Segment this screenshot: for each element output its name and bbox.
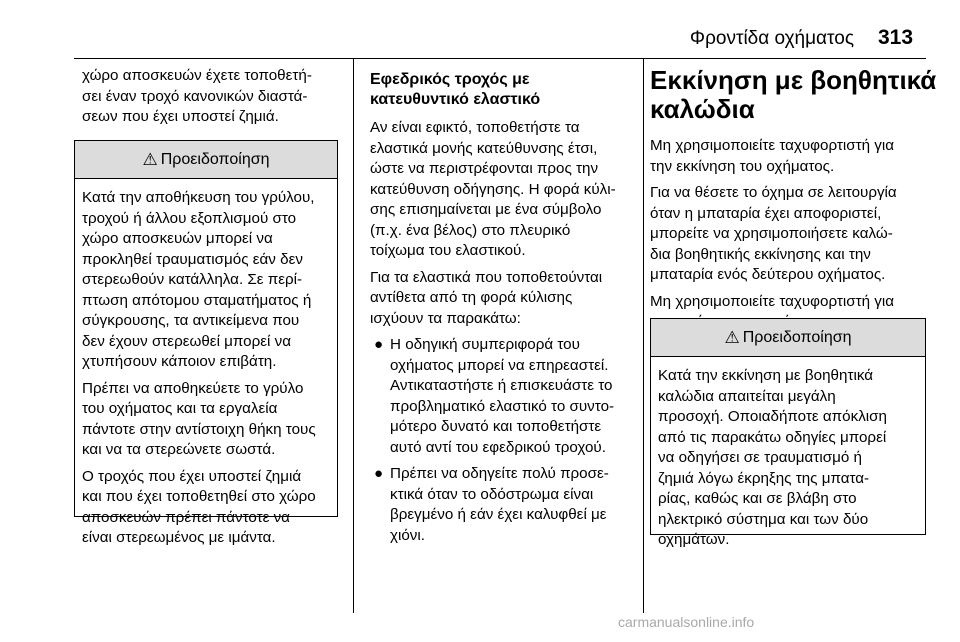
text-line: Μη χρησιμοποιείτε ταχυφορτιστή για	[650, 292, 895, 310]
text-line: Κατά την αποθήκευση του γρύλου,	[82, 189, 315, 206]
text-line: Για τα ελαστικά που τοποθετούνται	[370, 268, 603, 286]
text-line: πάντοτε στην αντίστοιχη θήκη τους	[82, 420, 316, 438]
text-line: είναι στερεωμένος με ιμάντα.	[82, 529, 276, 546]
text-line: και να τα στερεώνετε σωστά.	[82, 441, 276, 458]
warning-triangle-icon: ⚠	[724, 327, 740, 347]
text-line: δεν έχουν στερεωθεί μπορεί να	[82, 332, 291, 350]
text-line: την εκκίνηση του οχήματος.	[650, 157, 835, 175]
paragraph	[370, 118, 636, 262]
text-line: προσοχή. Οποιαδήποτε απόκλιση	[658, 408, 887, 425]
text-line: χώρο αποσκευών μπορεί να	[82, 230, 273, 247]
bullet-item	[370, 464, 636, 546]
bullet-dot-icon: ●	[374, 336, 384, 353]
warning-body	[651, 357, 925, 551]
text-line: χιόνι.	[390, 526, 425, 544]
text-line: προκληθεί τραυματισμός εάν δεν	[82, 250, 303, 268]
text-line: τροχού ή άλλου εξοπλισμού στο	[82, 209, 297, 227]
text-line: ρίας, καθώς και σε βλάβη στο	[658, 490, 857, 507]
paragraph	[370, 268, 636, 330]
col2-paragraphs	[370, 118, 636, 329]
text-line: Εφεδρικός τροχός με	[370, 71, 530, 88]
running-header-title: Φροντίδα οχήματος	[689, 28, 854, 49]
warning-header	[75, 141, 337, 179]
text-line: χώρο αποσκευών έχετε τοποθετή-	[82, 67, 312, 84]
text-line: Αν είναι εφικτό, τοποθετήστε τα	[370, 119, 580, 136]
column-divider-1	[353, 58, 354, 613]
text-line: του οχήματος και τα εργαλεία	[82, 400, 278, 417]
column-2	[370, 70, 636, 552]
text-line: ηλεκτρικό σύστημα και των δύο	[658, 510, 869, 528]
column-1	[82, 66, 346, 134]
paragraph	[658, 366, 919, 551]
text-line: αυτό αντί του εφεδρικού τροχού.	[390, 438, 606, 456]
paragraph	[650, 183, 926, 286]
text-line: Πρέπει να οδηγείτε πολύ προσε-	[390, 465, 609, 482]
text-line: όταν η μπαταρία έχει αποφοριστεί,	[650, 204, 882, 222]
text-line: κατεύθυνση οδήγησης. Η φορά κύλι-	[370, 180, 616, 198]
text-line: στερεωθούν κατάλληλα. Σε περί-	[82, 271, 303, 288]
watermark: carmanualsonline.info	[618, 614, 755, 630]
text-line: και που έχει τοποθετηθεί στο χώρο	[82, 488, 316, 505]
text-line: μότερο δυνατό και τοποθετήστε	[390, 418, 602, 435]
text-line: Για να θέσετε το όχημα σε λειτουργία	[650, 184, 897, 201]
text-line: Αντικαταστήστε ή επισκευάστε το	[390, 377, 613, 394]
warning-box-storage	[74, 140, 338, 546]
bullet-item	[370, 335, 636, 458]
col1-intro	[82, 66, 346, 128]
column-divider-2	[643, 58, 644, 613]
text-line: Μη χρησιμοποιείτε ταχυφορτιστή για	[650, 137, 895, 154]
warning-label: Προειδοποίηση	[160, 150, 270, 168]
text-line: αποσκευών πρέπει πάντοτε να	[82, 508, 290, 526]
warning-header	[651, 319, 925, 357]
text-line: ώστε να περιστρέφονται προς την	[370, 160, 599, 177]
text-line: σει έναν τροχό κανονικών διαστά-	[82, 87, 308, 105]
paragraph	[82, 188, 331, 373]
col2-bullet-list	[370, 335, 636, 546]
text-line: καλώδια	[650, 94, 755, 124]
warning-triangle-icon: ⚠	[142, 149, 158, 169]
column-3	[650, 65, 937, 339]
warning-body	[75, 179, 337, 549]
text-line: ζημιά λόγω έκρηξης της μπατα-	[658, 469, 870, 487]
text-line: πτωση απότομου σταματήματος ή	[82, 291, 312, 309]
text-line: σεων που έχει υποστεί ζημιά.	[82, 108, 279, 125]
text-line: σύγκρουσης, τα αντικείμενα που	[82, 312, 300, 329]
text-line: κτικά όταν το οδόστρωμα είναι	[390, 485, 594, 503]
paragraph	[82, 467, 331, 549]
paragraph	[650, 136, 926, 177]
text-line: Εκκίνηση με βοηθητικά	[650, 65, 937, 95]
col3-paragraphs	[650, 136, 926, 333]
text-line: από τις παρακάτω οδηγίες μπορεί	[658, 428, 887, 446]
text-line: χτυπήσουν κάποιον επιβάτη.	[82, 353, 277, 370]
text-line: αντίθετα από τη φορά κύλισης	[370, 289, 573, 306]
text-line: προβληματικό ελαστικό το συντο-	[390, 397, 615, 415]
jump-start-heading	[650, 65, 937, 124]
text-line: καλώδια απαιτείται μεγάλη	[658, 387, 836, 405]
header-rule	[74, 58, 926, 59]
warning-label: Προειδοποίηση	[742, 328, 852, 346]
text-line: μπαταρία ενός δεύτερου οχήματος.	[650, 266, 886, 283]
text-line: να οδηγήσει σε τραυματισμό ή	[658, 449, 862, 466]
text-line: Πρέπει να αποθηκεύετε το γρύλο	[82, 379, 304, 397]
text-line: ελαστικά μονής κατεύθυνσης έτσι,	[370, 139, 598, 157]
text-line: τοίχωμα του ελαστικού.	[370, 242, 526, 259]
spare-wheel-heading	[370, 70, 636, 110]
text-line: μπορείτε να χρησιμοποιήσετε καλώ-	[650, 225, 893, 242]
text-line: οχήματος μπορεί να επηρεαστεί.	[390, 356, 609, 374]
text-line: βρεγμένο ή εάν έχει καλυφθεί με	[390, 506, 607, 523]
text-line: (π.χ. ένα βέλος) στο πλευρικό	[370, 221, 571, 239]
text-line: Ο τροχός που έχει υποστεί ζημιά	[82, 467, 302, 485]
text-line: ισχύουν τα παρακάτω:	[370, 309, 521, 327]
text-line: οχημάτων.	[658, 531, 730, 548]
page-number: 313	[878, 26, 914, 49]
text-line: κατευθυντικό ελαστικό	[370, 91, 541, 108]
text-line: δια βοηθητικής εκκίνησης και την	[650, 245, 871, 263]
text-line: Η οδηγική συμπεριφορά του	[390, 336, 580, 353]
text-line: Κατά την εκκίνηση με βοηθητικά	[658, 367, 874, 384]
bullet-dot-icon: ●	[374, 465, 384, 482]
warning-box-jump-start	[650, 318, 926, 548]
paragraph	[82, 379, 331, 461]
text-line: σης επισημαίνεται με ένα σύμβολο	[370, 201, 602, 218]
